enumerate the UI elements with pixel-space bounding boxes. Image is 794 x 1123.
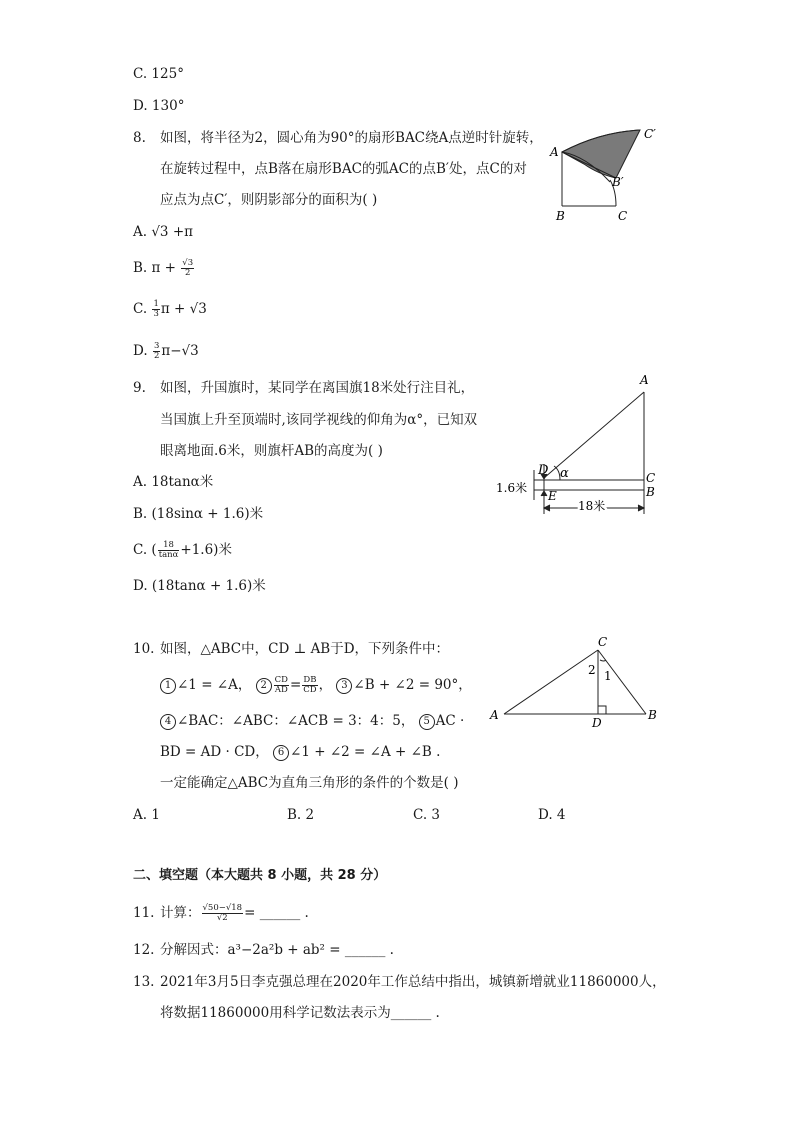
q10-label-b: B [648, 708, 657, 722]
q7-option-c: C. 125° [133, 66, 184, 82]
q9-label-height: 1.6米 [496, 481, 528, 495]
q8-label-a: A [550, 145, 559, 159]
q11-text: 计算： $\frac{√50-√18}{√2}$ = ______ . [160, 903, 309, 923]
q9-option-b: B. (18sinα + 1.6)米 [133, 506, 264, 522]
q10-figure [484, 630, 664, 730]
q8-text-line2: 在旋转过程中，点B落在扇形BAC的弧AC的点B′处，点C的对 [160, 161, 527, 177]
q10-label-1: 1 [604, 669, 612, 683]
q8-label-c: C [618, 209, 628, 223]
q9-option-c: C. ( $\frac{18}{\tan\alpha}$ +1.6)米 [133, 540, 232, 560]
q8-option-a: A. √3 +π [133, 224, 193, 240]
q10-label-a: A [490, 708, 499, 722]
q9-label-b: B [646, 485, 655, 499]
q10-conditions-line3: BD = AD · CD， 6 ∠1 + ∠2 = ∠A + ∠B . [160, 744, 441, 760]
q10-label-2: 2 [588, 663, 596, 677]
q9-label-e: E [548, 489, 557, 503]
q10-text-line1: 如图，△ABC中，CD ⊥ AB于D，下列条件中： [160, 641, 450, 657]
q10-option-c: C. 3 [413, 807, 441, 823]
q8-option-d: D. $\frac{3}{2}$ π−√3 [133, 341, 199, 361]
q10-number: 10. [133, 641, 155, 657]
q12-number: 12. [133, 942, 155, 958]
q9-label-d: D [538, 463, 549, 478]
q8-text-line1: 如图，将半径为2，圆心角为90°的扇形BAC绕A点逆时针旋转， [160, 130, 543, 146]
q8-label-cprime: C′ [644, 127, 656, 141]
q8-number: 8. [133, 130, 146, 146]
q10-option-d: D. 4 [538, 807, 566, 823]
q11-number: 11. [133, 905, 155, 921]
q10-option-a: A. 1 [133, 807, 160, 823]
q9-figure [490, 370, 665, 520]
q9-label-distance: 18米 [578, 499, 606, 513]
q9-label-c: C [646, 471, 656, 485]
q10-conditions-line1: 1 ∠1 = ∠A， 2 $\frac{CD}{AD}$ = $\frac{DB}{CD}$ ， 3 ∠B + ∠2 = 90°， [160, 675, 472, 695]
q10-conditions-line2: 4 ∠BAC：∠ABC：∠ACB = 3：4：5， 5 AC · [160, 711, 464, 731]
q10-label-d: D [592, 716, 602, 730]
q8-figure [540, 120, 670, 230]
q9-label-a: A [640, 373, 649, 387]
q8-label-bprime: B′ [612, 175, 624, 189]
q10-label-c: C [598, 635, 608, 649]
q9-text-line1: 如图，升国旗时，某同学在离国旗18米处行注目礼， [160, 380, 475, 396]
q9-text-line2: 当国旗上升至顶端时,该同学视线的仰角为α°，已知双 [160, 412, 478, 428]
section-2-title: 二、填空题（本大题共 8 小题，共 28 分） [133, 868, 387, 883]
q7-option-d: D. 130° [133, 98, 185, 114]
q13-text-line1: 2021年3月5日李克强总理在2020年工作总结中指出，城镇新增就业11860000人， [160, 974, 666, 990]
q9-option-d: D. (18tanα + 1.6)米 [133, 578, 266, 594]
q9-label-alpha: α [560, 466, 569, 481]
q9-text-line3: 眼离地面.6米，则旗杆AB的高度为( ) [160, 443, 383, 459]
q9-number: 9. [133, 380, 146, 396]
q10-text-last: 一定能确定△ABC为直角三角形的条件的个数是( ) [160, 775, 459, 791]
q13-number: 13. [133, 974, 155, 990]
q8-option-c: C. $\frac{1}{3}$ π + √3 [133, 299, 207, 319]
q8-text-line3: 应点为点C′，则阴影部分的面积为( ) [160, 192, 378, 208]
q8-option-b: B. π + $\frac{√3}{2}$ [133, 258, 194, 278]
q13-text-line2: 将数据11860000用科学记数法表示为______ . [160, 1005, 440, 1021]
q8-label-b: B [556, 209, 565, 223]
q10-option-b: B. 2 [287, 807, 315, 823]
q12-text: 分解因式：a³−2a²b + ab² = ______ . [160, 942, 394, 958]
q9-option-a: A. 18tanα米 [133, 474, 214, 490]
